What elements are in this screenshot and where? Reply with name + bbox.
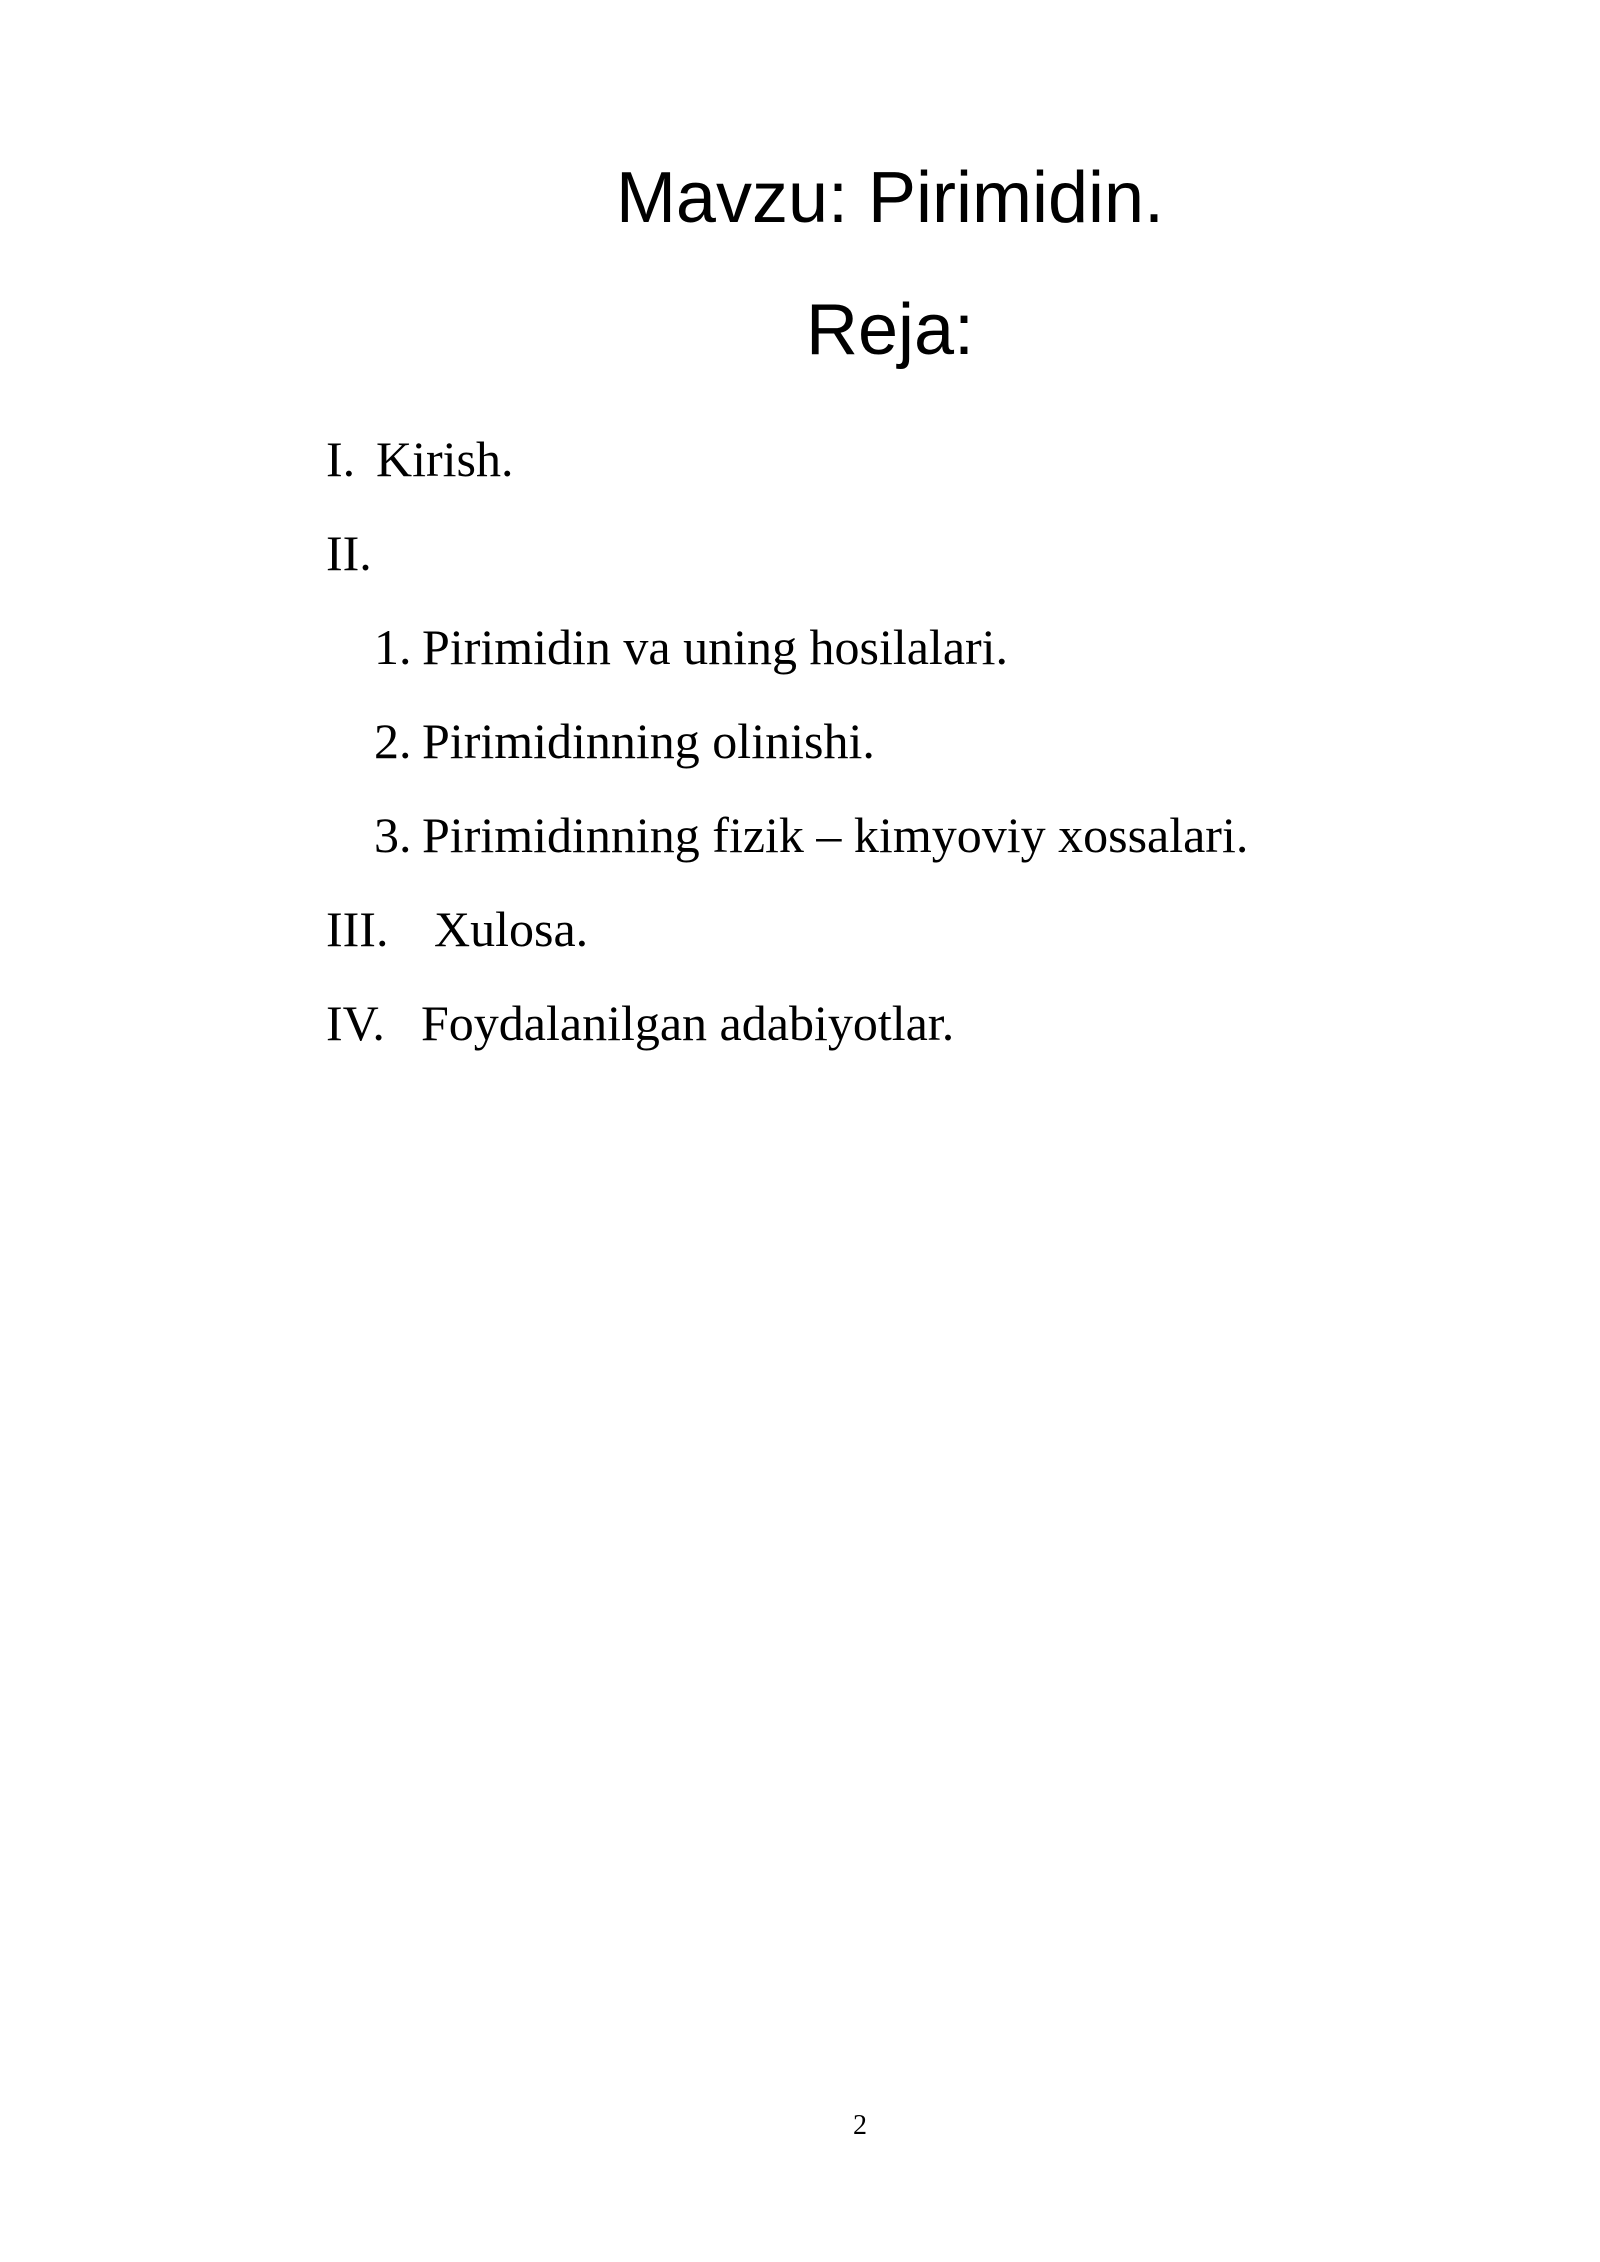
plan-subitem-preparation	[326, 694, 1526, 788]
plan-subitem-number: 3.	[374, 807, 412, 863]
plan-subitem-text: Pirimidinning olinishi.	[422, 713, 875, 769]
plan-item-references	[326, 976, 1526, 1070]
plan-heading: Reja:	[805, 290, 975, 370]
plan-item-text: Kirish.	[376, 431, 514, 487]
plan-item-number: IV.	[326, 995, 385, 1051]
plan-subitem-properties	[326, 788, 1526, 882]
plan-item-number: I.	[326, 431, 356, 487]
plan-item-main-part	[326, 506, 1526, 600]
plan-item-number: II.	[326, 525, 372, 581]
plan-subitem-text: Pirimidinning fizik – kimyoviy xossalari.	[422, 807, 1249, 863]
plan-item-conclusion	[326, 882, 1526, 976]
plan-subitem-number: 2.	[374, 713, 412, 769]
plan-subitem-number: 1.	[374, 619, 412, 675]
plan-item-introduction	[326, 412, 1526, 506]
plan-item-text: Foydalanilgan adabiyotlar.	[421, 995, 955, 1051]
page-title: Mavzu: Pirimidin.	[615, 158, 1165, 238]
plan-subitem-text: Pirimidin va uning hosilalari.	[422, 619, 1009, 675]
page-number: 2	[853, 2110, 867, 2141]
plan-subitem-derivatives	[326, 600, 1526, 694]
plan-item-number: III.	[326, 901, 389, 957]
plan-item-text: Xulosa.	[434, 901, 589, 957]
plan-list	[326, 412, 1526, 1070]
